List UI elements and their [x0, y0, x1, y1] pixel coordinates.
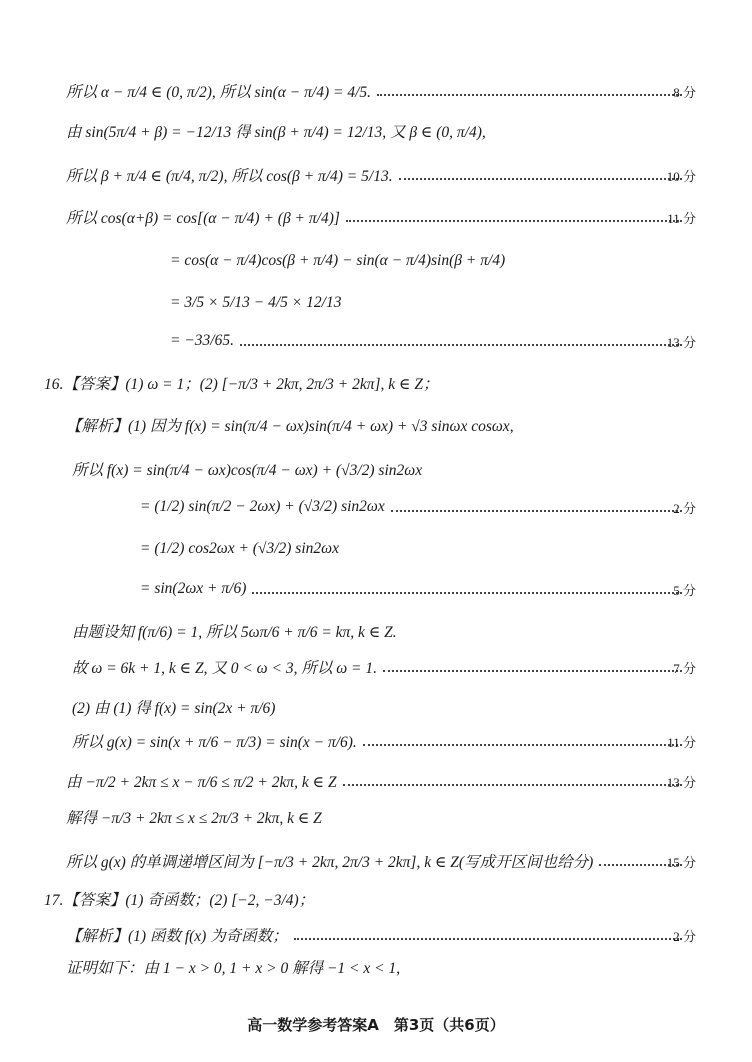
- line-text: 【解析】(1) 函数 f(x) 为奇函数；: [66, 928, 288, 945]
- answer-line: [0, 800, 752, 834]
- score-label: 8 分: [673, 84, 696, 100]
- line-text: 【解析】(1) 因为 f(x) = sin(π/4 − ωx)sin(π/4 + ωx) + √3 sinωx cosωx,: [66, 418, 514, 435]
- answer-line: [0, 74, 752, 108]
- line-text: 由 −π/2 + 2kπ ≤ x − π/6 ≤ π/2 + 2kπ, k ∈ Z: [66, 774, 337, 791]
- answer-line: [0, 724, 752, 758]
- line-text: = 3/5 × 5/13 − 4/5 × 12/13: [170, 294, 342, 311]
- score-label: 5 分: [673, 582, 696, 598]
- line-text: 17.【答案】(1) 奇函数；(2) [−2, −3/4)；: [44, 892, 315, 909]
- score-label: 10 分: [666, 168, 696, 184]
- line-text: 解得 −π/3 + 2kπ ≤ x ≤ 2π/3 + 2kπ, k ∈ Z: [66, 810, 322, 827]
- answer-line: [0, 950, 752, 984]
- dot-leader: [252, 592, 682, 594]
- line-text: 16.【答案】(1) ω = 1；(2) [−π/3 + 2kπ, 2π/3 + 2kπ], k ∈ Z；: [44, 376, 439, 393]
- answer-line: [0, 764, 752, 798]
- answer-line: [0, 614, 752, 648]
- answer-line: [0, 200, 752, 234]
- dot-leader: [343, 784, 682, 786]
- answer-line: [0, 286, 752, 320]
- dot-leader: [377, 94, 682, 96]
- answer-line: [0, 690, 752, 724]
- answer-line: [0, 650, 752, 684]
- score-label: 2 分: [673, 500, 696, 516]
- score-label: 11 分: [667, 210, 696, 226]
- score-label: 15 分: [666, 854, 696, 870]
- dot-leader: [383, 670, 682, 672]
- line-text: 所以 g(x) 的单调递增区间为 [−π/3 + 2kπ, 2π/3 + 2kπ], k ∈ Z(写成开区间也给分): [66, 854, 594, 871]
- answer-line: [0, 366, 752, 400]
- line-text: 证明如下：由 1 − x > 0, 1 + x > 0 解得 −1 < x < 1,: [66, 960, 401, 977]
- line-text: 故 ω = 6k + 1, k ∈ Z, 又 0 < ω < 3, 所以 ω = 1.: [72, 660, 377, 677]
- line-text: 所以 α − π/4 ∈ (0, π/2), 所以 sin(α − π/4) = 4/5.: [66, 84, 372, 101]
- line-text: = (1/2) sin(π/2 − 2ωx) + (√3/2) sin2ωx: [140, 498, 385, 515]
- dot-leader: [294, 938, 682, 940]
- answer-line: [0, 490, 752, 524]
- line-text: 所以 β + π/4 ∈ (π/4, π/2), 所以 cos(β + π/4) = 5/13.: [66, 168, 393, 185]
- answer-line: [0, 324, 752, 358]
- answer-line: [0, 244, 752, 278]
- answer-line: [0, 408, 752, 442]
- line-text: 所以 cos(α+β) = cos[(α − π/4) + (β + π/4)]: [66, 210, 340, 227]
- answer-line: [0, 452, 752, 486]
- score-label: 13 分: [666, 774, 696, 790]
- score-label: 7 分: [673, 660, 696, 676]
- line-text: = (1/2) cos2ωx + (√3/2) sin2ωx: [140, 540, 339, 557]
- answer-line: [0, 844, 752, 878]
- dot-leader: [399, 178, 682, 180]
- dot-leader: [240, 344, 682, 346]
- dot-leader: [346, 220, 682, 222]
- answer-line: [0, 532, 752, 566]
- line-text: = cos(α − π/4)cos(β + π/4) − sin(α − π/4)sin(β + π/4): [170, 252, 506, 269]
- dot-leader: [363, 744, 682, 746]
- dot-leader: [391, 510, 682, 512]
- line-text: = sin(2ωx + π/6): [140, 580, 247, 597]
- score-label: 13 分: [666, 334, 696, 350]
- answer-line: [0, 572, 752, 606]
- line-text: (2) 由 (1) 得 f(x) = sin(2x + π/6): [72, 700, 276, 717]
- answer-line: [0, 918, 752, 952]
- score-label: 2 分: [673, 928, 696, 944]
- score-label: 11 分: [667, 734, 696, 750]
- answer-line: [0, 158, 752, 192]
- answer-line: [0, 882, 752, 916]
- line-text: 由 sin(5π/4 + β) = −12/13 得 sin(β + π/4) = 12/13, 又 β ∈ (0, π/4),: [66, 124, 486, 141]
- answer-line: [0, 114, 752, 148]
- page-footer: 高一数学参考答案A 第3页（共6页）: [247, 1016, 505, 1034]
- line-text: 由题设知 f(π/6) = 1, 所以 5ωπ/6 + π/6 = kπ, k ∈ Z.: [72, 624, 397, 641]
- line-text: 所以 g(x) = sin(x + π/6 − π/3) = sin(x − π/6).: [72, 734, 357, 751]
- line-text: 所以 f(x) = sin(π/4 − ωx)cos(π/4 − ωx) + (√3/2) sin2ωx: [72, 462, 423, 479]
- line-text: = −33/65.: [170, 332, 234, 349]
